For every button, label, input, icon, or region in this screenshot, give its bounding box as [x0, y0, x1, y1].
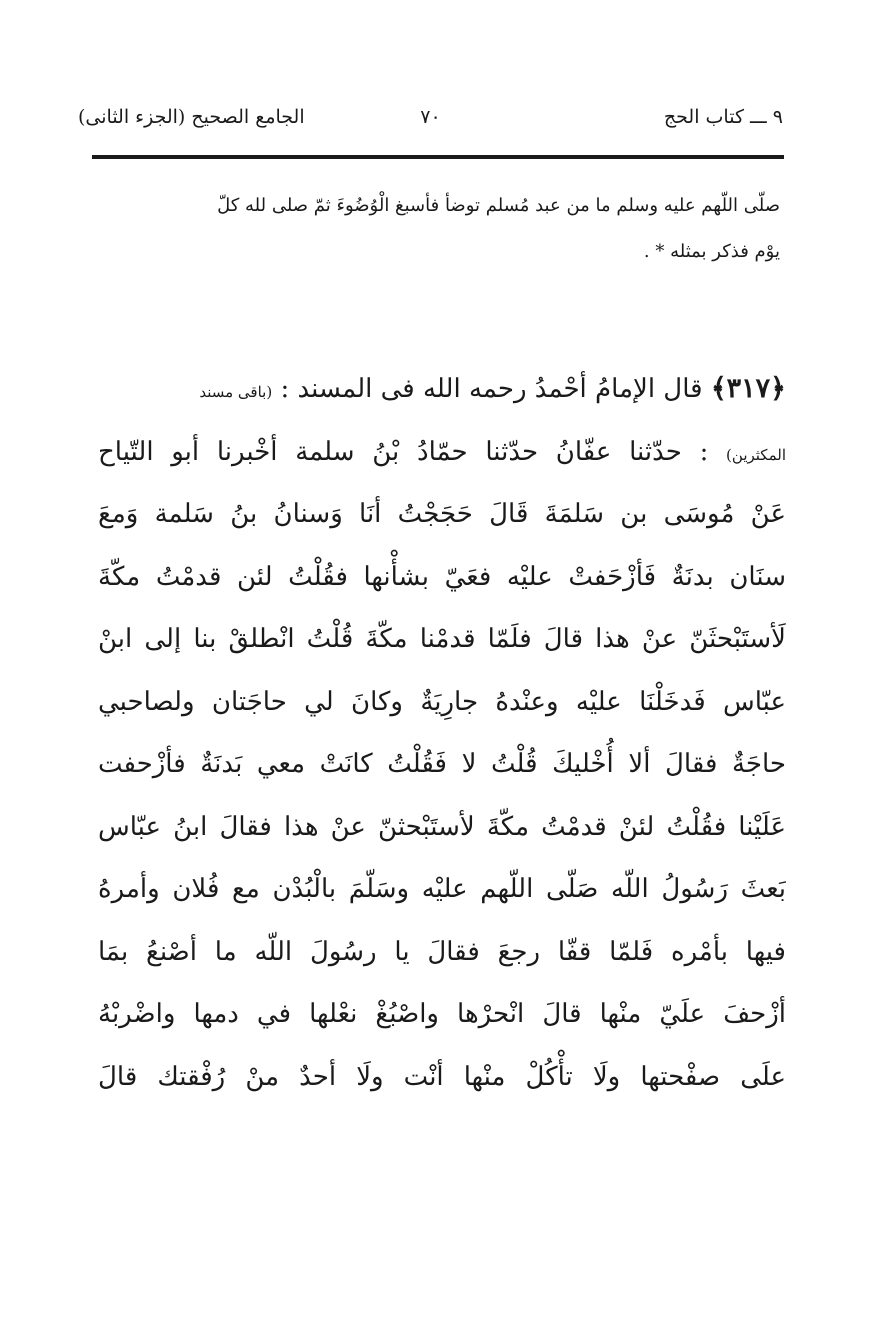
- hadith-heading-line: [98, 358, 786, 421]
- hadith-text: [98, 358, 786, 1108]
- hadith-number: ﴿٣١٧﴾: [710, 373, 786, 404]
- source-reference-cont: المكثرين): [726, 445, 786, 464]
- hadith-line: بَعثَ رَسُولُ اللّه صَلّى اللّهم عليْه وسَلّمَ بالْبُدْن مع فُلان وأمرهُ: [98, 874, 786, 904]
- hadith-line: أزْحفَ علَيّ منْها قالَ انْحرْها واصْبُغْ نعْلها في دمها واضْربْهُ: [98, 999, 786, 1029]
- hadith-line: عبّاس فَدخَلْنَا عليْه وعنْدهُ جارِيَةٌ وكانَ لي حاجَتان ولصاحبي: [98, 686, 786, 717]
- hadith-line: فيها بأمْره فَلمّا قفّا رجعَ فقالَ يا رسُولَ اللّه ما أصْنعُ بمَا: [98, 936, 786, 967]
- intro-line: يوْم فذكر بمثله * .: [643, 241, 780, 262]
- header-divider: [92, 155, 784, 159]
- book-title: الجامع الصحيح (الجزء الثانى): [78, 106, 305, 128]
- page-number: ٧٠: [420, 106, 441, 128]
- hadith-line: علَى صفْحتها ولَا تأْكُلْ منْها أنْت ولَا أحدٌ منْ رُفْقتك قالَ: [98, 1061, 786, 1092]
- hadith-line: [98, 421, 786, 484]
- hadith-line: لَأستَبْحثَنّ عنْ هذا قالَ فلَمّا قدمْنا مكّةَ قُلْتُ انْطلقْ بنا إلى ابنْ: [98, 624, 786, 654]
- chapter-title: ٩ ـــ كتاب الحج: [663, 106, 783, 128]
- intro-paragraph: [82, 183, 780, 275]
- intro-line: صلّى اللّهم عليه وسلم ما من عبد مُسلم توضأ فأسبغ الْوُضُوءَ ثمّ صلى لله كلّ: [217, 195, 780, 216]
- page-header: [78, 100, 783, 140]
- hadith-opening: قال الإمامُ أحْمدُ رحمه الله فى المسند :: [280, 374, 703, 404]
- isnad-text: : حدّثنا عفّانُ حدّثنا حمّادُ بْنُ سلمة أخْبرنا أبو التّياح: [98, 436, 709, 467]
- hadith-line: عَلَيْنا فقُلْتُ لئنْ قدمْتُ مكّةَ لأستَبْحثنّ عنْ هذا فقالَ ابنُ عبّاس: [98, 811, 786, 842]
- source-reference: (باقى مسند: [199, 383, 273, 401]
- hadith-line: سنَان بدنَةٌ فَأزْحَفتْ عليْه فعَيّ بشأْنها فقُلْتُ لئن قدمْتُ مكّةَ: [98, 561, 786, 592]
- hadith-line: حاجَةٌ فقالَ ألا أُخْليكَ قُلْتُ لا فَقُلْتُ كانَتْ معي بَدنَةٌ فأزْحفت: [98, 749, 786, 779]
- hadith-line: عَنْ مُوسَى بن سَلمَةَ قَالَ حَجَجْتُ أنَا وَسنانُ بنُ سَلمة وَمعَ: [98, 499, 786, 529]
